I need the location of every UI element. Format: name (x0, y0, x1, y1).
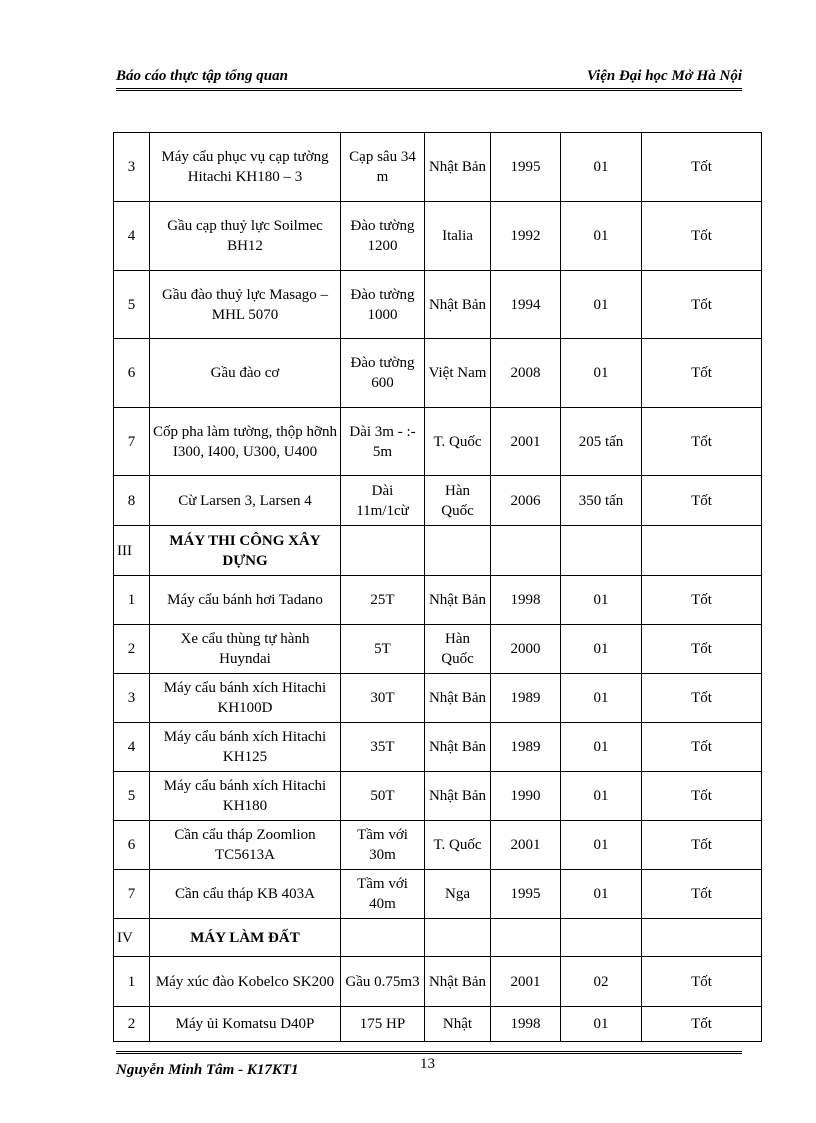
cell-name: Máy cẩu bánh xích Hitachi KH100D (150, 674, 341, 723)
cell-year: 2006 (491, 476, 561, 526)
page-number: 13 (420, 1056, 435, 1072)
cell-name: MÁY LÀM ĐẤT (150, 919, 341, 957)
cell-spec: 30T (341, 674, 425, 723)
cell-year: 2008 (491, 339, 561, 408)
cell-year: 1989 (491, 674, 561, 723)
cell-year: 1995 (491, 870, 561, 919)
cell-year: 1998 (491, 576, 561, 625)
cell-spec: Dài 3m - :- 5m (341, 408, 425, 476)
cell-spec: Gầu 0.75m3 (341, 957, 425, 1007)
cell-origin: Nhật Bản (425, 723, 491, 772)
table-row (114, 408, 762, 476)
cell-year: 1990 (491, 772, 561, 821)
cell-status: Tốt (642, 674, 762, 723)
cell-name: Máy ủi Komatsu D40P (150, 1007, 341, 1042)
cell-status (642, 526, 762, 576)
cell-year: 1998 (491, 1007, 561, 1042)
cell-origin: Nhật Bản (425, 271, 491, 339)
cell-origin: Nhật Bản (425, 674, 491, 723)
cell-spec: Đào tường 1200 (341, 202, 425, 271)
cell-origin: Hàn Quốc (425, 625, 491, 674)
cell-qty: 01 (561, 271, 642, 339)
cell-origin: Hàn Quốc (425, 476, 491, 526)
cell-stt: 1 (114, 576, 150, 625)
cell-stt: 3 (114, 674, 150, 723)
cell-name: Xe cẩu thùng tự hành Huyndai (150, 625, 341, 674)
cell-name: MÁY THI CÔNG XÂY DỰNG (150, 526, 341, 576)
cell-name: Máy cẩu phục vụ cạp tường Hitachi KH180 – 3 (150, 133, 341, 202)
cell-name: Máy cẩu bánh hơi Tadano (150, 576, 341, 625)
cell-name: Cần cẩu tháp KB 403A (150, 870, 341, 919)
cell-year: 2001 (491, 821, 561, 870)
cell-qty: 01 (561, 625, 642, 674)
cell-name: Cừ Larsen 3, Larsen 4 (150, 476, 341, 526)
cell-spec: Đào tường 1000 (341, 271, 425, 339)
cell-origin: Nhật Bản (425, 576, 491, 625)
cell-qty: 350 tấn (561, 476, 642, 526)
cell-year: 1995 (491, 133, 561, 202)
section-row (114, 526, 762, 576)
table-row (114, 625, 762, 674)
cell-year (491, 526, 561, 576)
cell-stt: 8 (114, 476, 150, 526)
header-institution: Viện Đại học Mở Hà Nội (586, 68, 742, 84)
cell-qty: 01 (561, 576, 642, 625)
cell-year: 1989 (491, 723, 561, 772)
cell-year: 2001 (491, 408, 561, 476)
cell-stt: 7 (114, 870, 150, 919)
cell-spec: Đào tường 600 (341, 339, 425, 408)
cell-stt: 4 (114, 723, 150, 772)
cell-qty: 01 (561, 772, 642, 821)
cell-status: Tốt (642, 202, 762, 271)
cell-name: Cốp pha làm tường, thộp hỡnh I300, I400, U300, U400 (150, 408, 341, 476)
cell-year: 2000 (491, 625, 561, 674)
cell-origin: Việt Nam (425, 339, 491, 408)
section-row (114, 919, 762, 957)
page-header (116, 66, 742, 91)
cell-stt: III (114, 526, 150, 576)
cell-spec: 25T (341, 576, 425, 625)
cell-qty: 01 (561, 870, 642, 919)
table-row (114, 821, 762, 870)
cell-stt: 5 (114, 772, 150, 821)
cell-year: 2001 (491, 957, 561, 1007)
cell-status: Tốt (642, 957, 762, 1007)
cell-stt: 6 (114, 821, 150, 870)
cell-spec: 5T (341, 625, 425, 674)
cell-qty: 01 (561, 202, 642, 271)
cell-stt: 6 (114, 339, 150, 408)
cell-stt: 5 (114, 271, 150, 339)
table-row (114, 674, 762, 723)
cell-spec (341, 919, 425, 957)
table-row (114, 723, 762, 772)
cell-qty: 01 (561, 821, 642, 870)
cell-origin: Nhật Bản (425, 957, 491, 1007)
table-row (114, 271, 762, 339)
equipment-table (113, 132, 762, 1042)
cell-stt: 1 (114, 957, 150, 1007)
table-row (114, 576, 762, 625)
table-row (114, 476, 762, 526)
cell-status: Tốt (642, 576, 762, 625)
table-row (114, 957, 762, 1007)
cell-spec: 35T (341, 723, 425, 772)
cell-spec: 175 HP (341, 1007, 425, 1042)
cell-name: Gầu đào cơ (150, 339, 341, 408)
cell-spec (341, 526, 425, 576)
cell-name: Máy xúc đào Kobelco SK200 (150, 957, 341, 1007)
cell-spec: Dài 11m/1cừ (341, 476, 425, 526)
cell-name: Gầu cạp thuỷ lực Soilmec BH12 (150, 202, 341, 271)
cell-origin: Nga (425, 870, 491, 919)
equipment-table-body (114, 133, 762, 1042)
cell-stt: IV (114, 919, 150, 957)
table-row (114, 133, 762, 202)
cell-origin (425, 919, 491, 957)
cell-origin: Nhật (425, 1007, 491, 1042)
cell-qty: 01 (561, 674, 642, 723)
footer-author: Nguyễn Minh Tâm - K17KT1 (116, 1062, 299, 1078)
cell-name: Máy cẩu bánh xích Hitachi KH125 (150, 723, 341, 772)
cell-origin: Italia (425, 202, 491, 271)
cell-name: Máy cẩu bánh xích Hitachi KH180 (150, 772, 341, 821)
cell-stt: 2 (114, 625, 150, 674)
cell-stt: 4 (114, 202, 150, 271)
page-footer (116, 1051, 742, 1084)
cell-origin: T. Quốc (425, 821, 491, 870)
cell-year: 1994 (491, 271, 561, 339)
cell-status: Tốt (642, 133, 762, 202)
cell-status: Tốt (642, 476, 762, 526)
header-report-title: Báo cáo thực tập tổng quan (116, 68, 288, 84)
cell-year: 1992 (491, 202, 561, 271)
cell-status: Tốt (642, 870, 762, 919)
cell-qty: 01 (561, 133, 642, 202)
cell-origin: Nhật Bản (425, 133, 491, 202)
cell-status: Tốt (642, 625, 762, 674)
cell-status: Tốt (642, 821, 762, 870)
cell-status: Tốt (642, 723, 762, 772)
cell-origin: Nhật Bản (425, 772, 491, 821)
cell-spec: Tầm với 40m (341, 870, 425, 919)
cell-qty: 01 (561, 1007, 642, 1042)
cell-stt: 7 (114, 408, 150, 476)
table-row (114, 339, 762, 408)
table-row (114, 202, 762, 271)
cell-status: Tốt (642, 339, 762, 408)
cell-stt: 2 (114, 1007, 150, 1042)
cell-spec: Cạp sâu 34 m (341, 133, 425, 202)
cell-spec: 50T (341, 772, 425, 821)
cell-qty: 02 (561, 957, 642, 1007)
cell-status (642, 919, 762, 957)
cell-origin: T. Quốc (425, 408, 491, 476)
cell-name: Gầu đào thuỷ lực Masago – MHL 5070 (150, 271, 341, 339)
cell-qty: 01 (561, 339, 642, 408)
cell-name: Cần cẩu tháp Zoomlion TC5613A (150, 821, 341, 870)
cell-spec: Tầm với 30m (341, 821, 425, 870)
cell-qty: 205 tấn (561, 408, 642, 476)
cell-status: Tốt (642, 271, 762, 339)
cell-origin (425, 526, 491, 576)
cell-stt: 3 (114, 133, 150, 202)
cell-qty: 01 (561, 723, 642, 772)
cell-status: Tốt (642, 408, 762, 476)
table-row (114, 870, 762, 919)
cell-status: Tốt (642, 1007, 762, 1042)
table-row (114, 772, 762, 821)
cell-status: Tốt (642, 772, 762, 821)
table-row (114, 1007, 762, 1042)
cell-qty (561, 919, 642, 957)
cell-year (491, 919, 561, 957)
cell-qty (561, 526, 642, 576)
